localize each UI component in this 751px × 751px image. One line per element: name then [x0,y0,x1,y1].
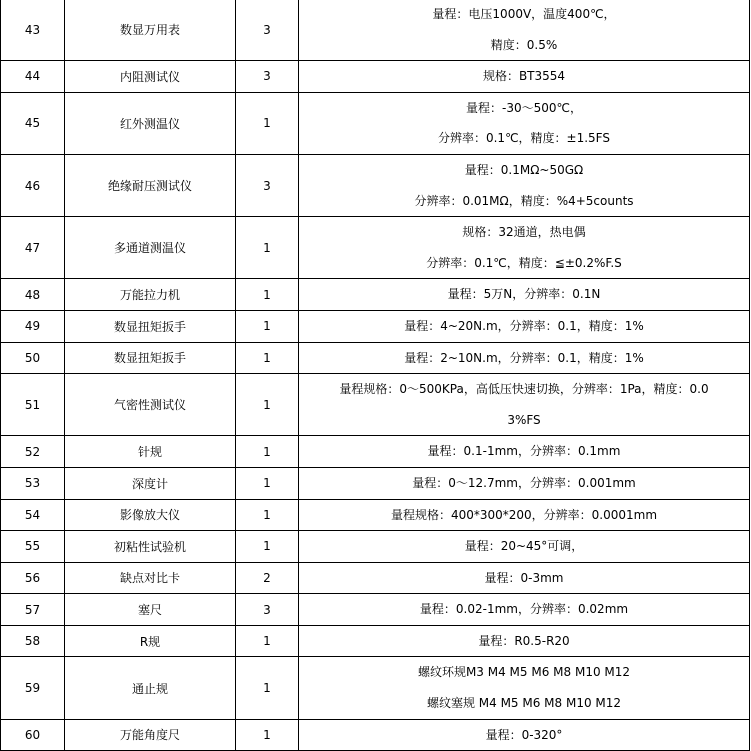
equipment-name-cell: 数显扭矩扳手 [65,310,236,342]
table-row [1,436,750,468]
row-number-cell: 52 [1,436,65,468]
quantity-cell: 1 [236,217,299,279]
spec-cell [299,499,750,531]
spec-line: 量程：5万N，分辨率：0.1N [447,287,601,302]
table-row [1,61,750,93]
equipment-name-cell: 缺点对比卡 [65,562,236,594]
table-row [1,467,750,499]
row-number-cell: 59 [1,657,65,719]
spec-line: 螺纹塞规 M4 M5 M6 M8 M10 M12 [426,696,622,711]
spec-cell [299,310,750,342]
equipment-name-cell: 气密性测试仪 [65,374,236,436]
quantity-cell: 1 [236,310,299,342]
table-row [1,562,750,594]
spec-line: 螺纹环规M3 M4 M5 M6 M8 M10 M12 [417,665,631,680]
row-number-cell: 53 [1,467,65,499]
equipment-name-cell: 万能角度尺 [65,719,236,751]
quantity-cell: 1 [236,467,299,499]
table-row [1,374,750,436]
quantity-cell: 1 [236,719,299,751]
quantity-cell: 1 [236,92,299,154]
spec-line: 规格：32通道，热电偶 [462,225,586,240]
table-row [1,657,750,719]
spec-line: 量程：0-3mm [484,570,564,585]
row-number-cell: 46 [1,154,65,216]
spec-cell [299,61,750,93]
spec-cell [299,279,750,311]
equipment-name-cell: 红外测温仪 [65,92,236,154]
table-row [1,342,750,374]
spec-cell [299,217,750,279]
equipment-name-cell: 初粘性试验机 [65,531,236,563]
quantity-cell: 1 [236,436,299,468]
equipment-name-cell: 深度计 [65,467,236,499]
spec-line: 量程：R0.5-R20 [478,633,570,648]
spec-line: 量程：0.02-1mm，分辨率：0.02mm [419,602,629,617]
table-row [1,0,750,61]
spec-cell [299,154,750,216]
row-number-cell: 45 [1,92,65,154]
quantity-cell: 3 [236,61,299,93]
spec-cell [299,342,750,374]
spec-cell [299,436,750,468]
row-number-cell: 43 [1,0,65,61]
spec-line: 量程规格：400*300*200，分辨率：0.0001mm [390,507,658,522]
spec-cell [299,92,750,154]
equipment-name-cell: 内阻测试仪 [65,61,236,93]
row-number-cell: 54 [1,499,65,531]
table-row [1,499,750,531]
quantity-cell: 1 [236,657,299,719]
spec-cell [299,562,750,594]
row-number-cell: 50 [1,342,65,374]
spec-line: 量程：4~20N.m，分辨率：0.1，精度：1% [404,318,644,333]
equipment-name-cell: 针规 [65,436,236,468]
row-number-cell: 44 [1,61,65,93]
spec-line: 量程：-30～500℃， [466,100,582,115]
table-row [1,719,750,751]
row-number-cell: 58 [1,625,65,657]
spec-line: 规格：BT3554 [482,69,566,84]
spec-line: 3%FS [507,412,541,427]
spec-cell [299,374,750,436]
equipment-name-cell: 多通道测温仪 [65,217,236,279]
row-number-cell: 51 [1,374,65,436]
spec-cell [299,719,750,751]
row-number-cell: 48 [1,279,65,311]
equipment-name-cell: 数显扭矩扳手 [65,342,236,374]
equipment-name-cell: 通止规 [65,657,236,719]
spec-cell [299,657,750,719]
equipment-name-cell: 塞尺 [65,594,236,626]
row-number-cell: 47 [1,217,65,279]
row-number-cell: 56 [1,562,65,594]
equipment-name-cell: 绝缘耐压测试仪 [65,154,236,216]
equipment-name-cell: 数显万用表 [65,0,236,61]
spec-cell [299,594,750,626]
row-number-cell: 60 [1,719,65,751]
equipment-table-body [1,0,750,751]
table-row [1,92,750,154]
spec-line: 量程：电压1000V，温度400℃， [432,7,616,21]
equipment-name-cell: R规 [65,625,236,657]
equipment-name-cell: 影像放大仪 [65,499,236,531]
spec-line: 量程：0～12.7mm，分辨率：0.001mm [412,475,636,490]
quantity-cell: 1 [236,625,299,657]
spec-line: 量程：2~10N.m，分辨率：0.1，精度：1% [404,350,644,365]
spec-cell [299,467,750,499]
spec-line: 精度：0.5% [490,37,558,52]
spec-line: 分辨率：0.1℃，精度：±1.5FS [437,131,610,146]
spec-line: 量程：0-320° [485,727,563,742]
spec-line: 分辨率：0.1℃，精度：≦±0.2%F.S [426,255,622,270]
table-row [1,594,750,626]
spec-line: 量程：0.1-1mm，分辨率：0.1mm [427,444,621,459]
table-row [1,279,750,311]
row-number-cell: 49 [1,310,65,342]
quantity-cell: 1 [236,531,299,563]
spec-line: 量程：20~45°可调， [464,539,584,554]
quantity-cell: 1 [236,374,299,436]
spec-line: 量程规格：0～500KPa，高低压快速切换，分辨率：1Pa，精度：0.0 [339,382,709,397]
quantity-cell: 3 [236,0,299,61]
table-row [1,531,750,563]
row-number-cell: 55 [1,531,65,563]
quantity-cell: 1 [236,499,299,531]
quantity-cell: 3 [236,154,299,216]
table-row [1,310,750,342]
spec-cell [299,625,750,657]
quantity-cell: 1 [236,342,299,374]
table-row [1,625,750,657]
quantity-cell: 2 [236,562,299,594]
quantity-cell: 1 [236,279,299,311]
spec-cell [299,0,750,61]
spec-cell [299,531,750,563]
table-row [1,217,750,279]
equipment-name-cell: 万能拉力机 [65,279,236,311]
row-number-cell: 57 [1,594,65,626]
quantity-cell: 3 [236,594,299,626]
table-row [1,154,750,216]
spec-line: 量程：0.1MΩ~50GΩ [464,162,584,177]
spec-line: 分辨率：0.01MΩ，精度：%4+5counts [414,193,634,208]
